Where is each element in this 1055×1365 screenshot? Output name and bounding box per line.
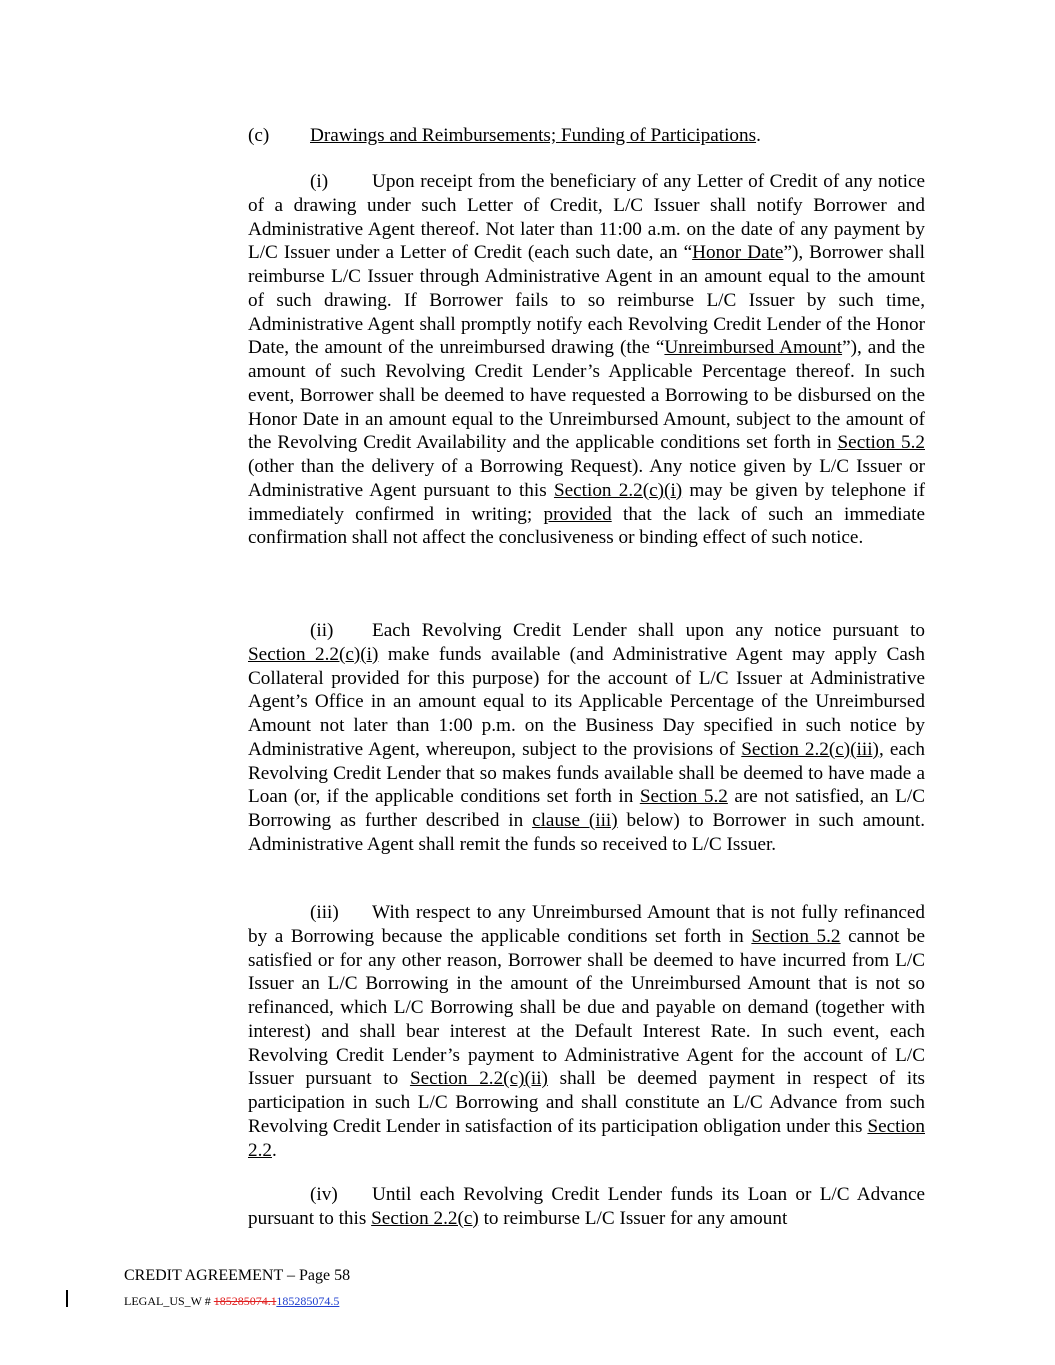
paragraph-text: . (271, 1139, 277, 1161)
paragraph-text: that the lack of such an immediate confirmation shall not affect the conclusiveness or binding effect of such notice. (248, 503, 925, 549)
paragraph-text: Upon receipt from the beneficiary of any Letter of Credit of any notice of a drawing under such Letter of Credit, L/C Issuer shall notify Borrower and Administrative Agent thereof. Not later than 11:00 a.m. on the date of any payment by L/C Issuer under a Letter of Credit (each such date, an “ (248, 171, 925, 264)
paragraph-text: may be given by telephone if immediately confirmed in writing; (248, 479, 925, 525)
paragraph-iv (248, 1183, 925, 1231)
paragraph-text: With respect to any Unreimbursed Amount that is not fully refinanced by a Borrowing because the applicable conditions set forth in (248, 902, 925, 947)
footer-page-title: CREDIT AGREEMENT – Page 58 (124, 1267, 351, 1284)
paragraph-text: Until each Revolving Credit Lender funds its Loan or L/C Advance pursuant to this (248, 1184, 925, 1229)
paragraph-text: to reimburse L/C Issuer for any amount (478, 1207, 788, 1229)
section-reference: Section 5.2 (751, 925, 841, 947)
paragraph-text: below) to Borrower in such amount. Administrative Agent shall remit the funds so received to L/C Issuer. (248, 810, 925, 855)
section-reference: Section 2.2(c)(i) (248, 643, 379, 665)
defined-term-honor-date: Honor Date (692, 242, 784, 264)
paragraph-label: (iv) (310, 1184, 338, 1205)
paragraph-text: ”), and the amount of such Revolving Credit Lender’s Applicable Percentage thereof. In such event, Borrower shall be deemed to have requested a Borrowing to be disbursed on the Honor Date in an amount equal to the Unreimbursed Amount, subject to the amount of the Revolving Credit Availability and the applicable conditions set forth in (248, 337, 925, 454)
inserted-doc-id: 185285074.5 (276, 1294, 340, 1308)
section-reference: Section 2.2(c)(i) (553, 479, 683, 501)
doc-id-prefix: LEGAL_US_W # (124, 1294, 214, 1308)
paragraph-text: shall be deemed payment in respect of its participation in such L/C Borrowing and shall constitute an L/C Advance from such Revolving Credit Lender in satisfaction of its participation obligation under this (248, 1068, 925, 1137)
paragraph-text: ”), Borrower shall reimburse L/C Issuer through Administrative Agent in an amount equal to the amount of such drawing. If Borrower fails to so reimburse L/C Issuer by such time, Administrative Agent shall promptly notify each Revolving Credit Lender of the Honor Date, the amount of the unreimbursed drawing (the “ (248, 242, 925, 359)
paragraph-label: (i) (310, 171, 329, 192)
clause-reference: clause (iii) (532, 810, 618, 831)
proviso-term: provided (543, 503, 612, 525)
paragraph-ii (248, 619, 925, 857)
paragraph-text: Each Revolving Credit Lender shall upon any notice pursuant to (372, 620, 925, 641)
section-title-period: . (756, 125, 761, 146)
paragraph-text: make funds available (and Administrative Agent may apply Cash Collateral provided for this purpose) for the account of L/C Issuer at Administrative Agent’s Office in an amount equal to its Applicable Percentage of the Unreimbursed Amount not later than 1:00 p.m. on the Business Day specified in such notice by Administrative Agent, whereupon, subject to the provisions of (248, 643, 925, 760)
footer-doc-id (124, 1293, 339, 1309)
defined-term-unreimbursed-amount: Unreimbursed Amount (664, 337, 843, 359)
section-reference: Section 2.2(c)(ii) (409, 1068, 548, 1090)
revision-bar (66, 1290, 68, 1307)
paragraph-iii (248, 901, 925, 1162)
section-reference: Section 2.2(c) (371, 1207, 479, 1229)
section-reference: Section 5.2 (639, 786, 728, 808)
section-title: Drawings and Reimbursements; Funding of Participations (310, 125, 757, 146)
paragraph-label: (iii) (310, 902, 339, 923)
section-reference: Section 5.2 (837, 432, 925, 454)
paragraph-text: , each Revolving Credit Lender that so makes funds available shall be deemed to have made a Loan (or, if the applicable conditions set forth in (248, 738, 925, 808)
section-number: (c) (248, 125, 270, 146)
section-reference: Section 2.2(c)(iii) (741, 738, 879, 760)
paragraph-text: (other than the delivery of a Borrowing Request). Any notice given by L/C Issuer or Administrative Agent pursuant to this (248, 456, 925, 501)
paragraph-label: (ii) (310, 620, 334, 641)
paragraph-text: are not satisfied, an L/C Borrowing as further described in (248, 786, 925, 831)
paragraph-text: cannot be satisfied or for any other reason, Borrower shall be deemed to have incurred from L/C Issuer an L/C Borrowing in the amount of the Unreimbursed Amount that is not so refinanced, which L/C Borrowing shall be due and payable on demand (together with interest) and shall bear interest at the Default Interest Rate. In such event, each Revolving Credit Lender’s payment to Administrative Agent for the account of L/C Issuer pursuant to (248, 925, 925, 1090)
deleted-doc-id: 185285074.1 (213, 1294, 277, 1308)
section-heading (248, 124, 761, 148)
section-reference: Section 2.2 (248, 1115, 925, 1161)
paragraph-i (248, 170, 925, 550)
